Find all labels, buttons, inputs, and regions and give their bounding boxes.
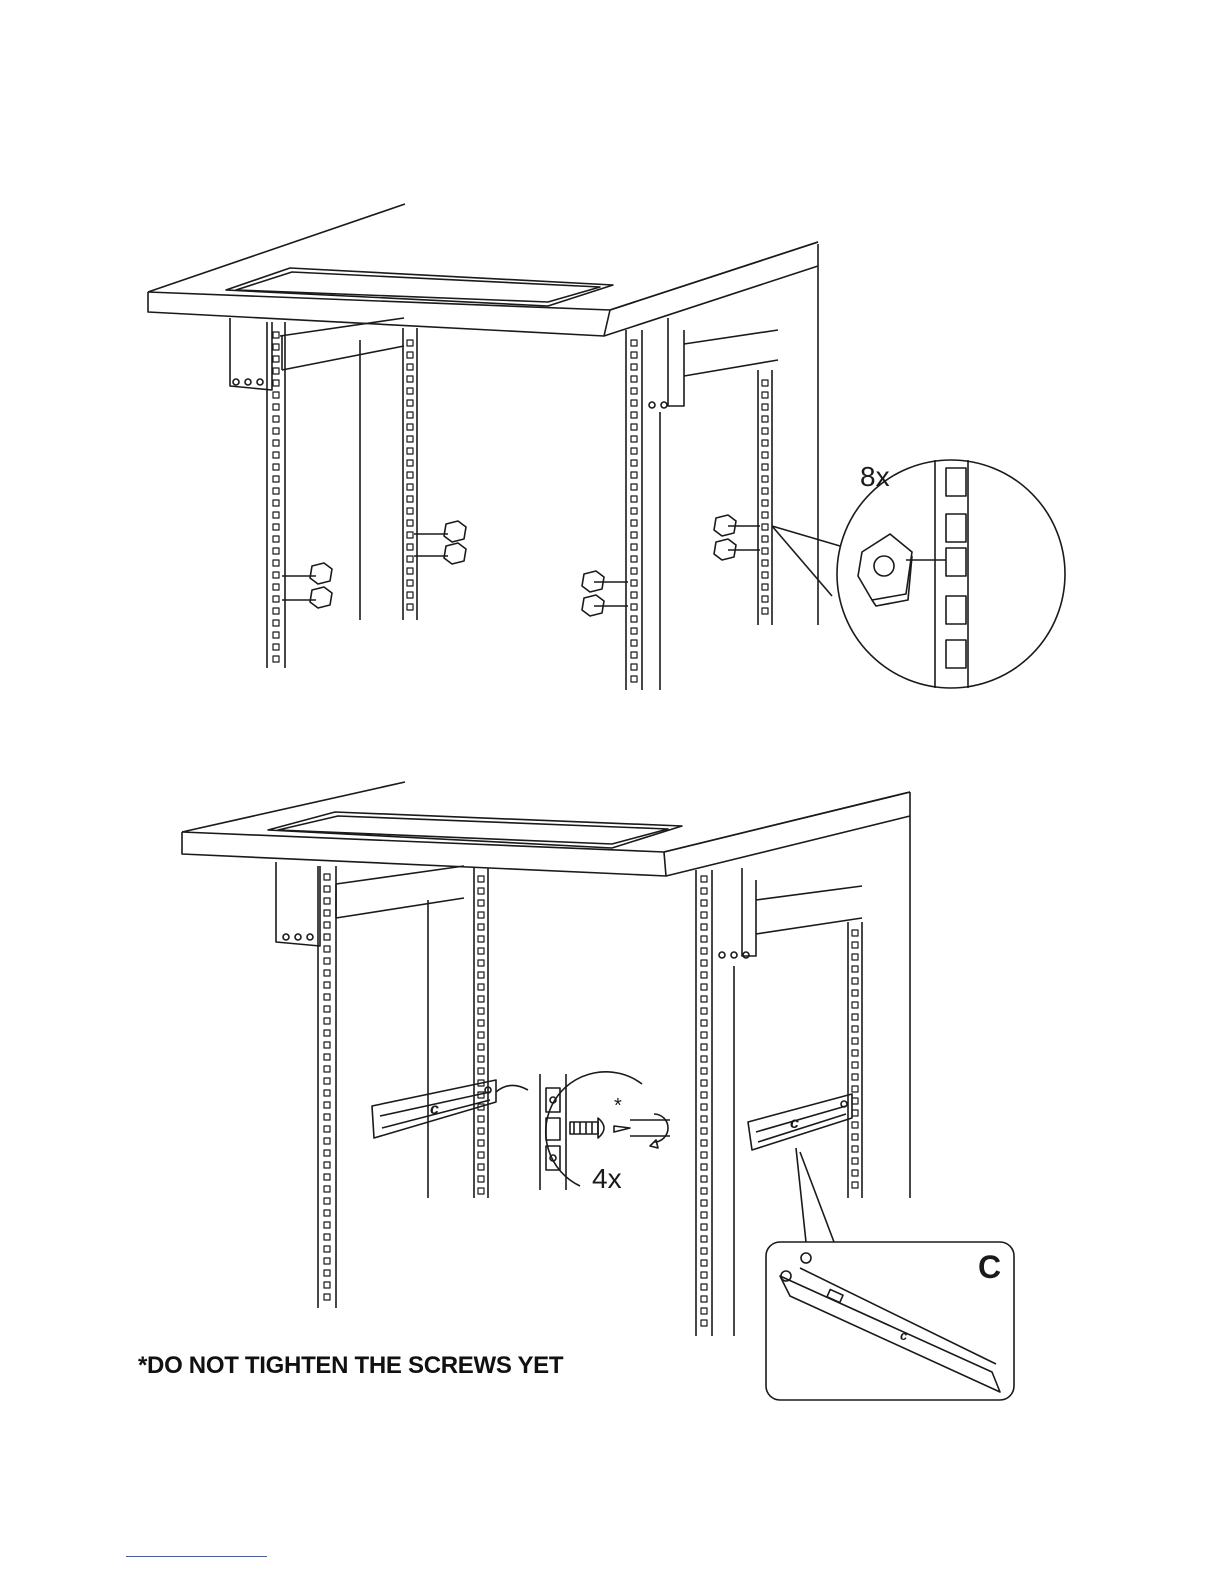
rail-slot [324, 1054, 330, 1060]
rail-slot [631, 460, 637, 466]
rail-slot [478, 1188, 484, 1194]
rail-slot [273, 356, 279, 362]
rail-slot [273, 488, 279, 494]
rail-slot [701, 1308, 707, 1314]
rail-slot [852, 1134, 858, 1140]
rail-slot [762, 464, 768, 470]
rail-slot [478, 1176, 484, 1182]
rail-slot [631, 652, 637, 658]
rail-slot [324, 886, 330, 892]
rail-slot [273, 656, 279, 662]
rail-slot [407, 412, 413, 418]
rail-slot [852, 1182, 858, 1188]
rail-slot [631, 508, 637, 514]
rail-slot [852, 1014, 858, 1020]
rail-slot [701, 1044, 707, 1050]
rail-letter-left: c [430, 1101, 439, 1118]
rail-slot [701, 972, 707, 978]
rail-slot [273, 500, 279, 506]
step-1-cage-nut-diagram [148, 204, 1065, 690]
rail-slot [324, 1294, 330, 1300]
rail-slot [478, 1164, 484, 1170]
rail-slot [324, 970, 330, 976]
rail-slot [478, 1056, 484, 1062]
rail-slot [273, 536, 279, 542]
rail-slot [324, 922, 330, 928]
rail-slot [407, 580, 413, 586]
rail-slot [407, 448, 413, 454]
rail-slot [324, 934, 330, 940]
rail-slot [852, 990, 858, 996]
rail-slot [701, 1284, 707, 1290]
rail-slot [852, 1050, 858, 1056]
rail-slot [478, 912, 484, 918]
rail-slot [701, 924, 707, 930]
rail-slot [407, 604, 413, 610]
rail-slot [852, 930, 858, 936]
rail-slot [631, 640, 637, 646]
rail-slot [701, 1152, 707, 1158]
rail-slot [852, 966, 858, 972]
rail-slot [407, 544, 413, 550]
rail-slot [762, 548, 768, 554]
warning-note: *DO NOT TIGHTEN THE SCREWS YET [138, 1352, 564, 1379]
rail-slot [762, 572, 768, 578]
rail-slot [324, 1102, 330, 1108]
rail-slot [273, 644, 279, 650]
rail-slot [631, 412, 637, 418]
rail-slot [407, 436, 413, 442]
rail-slot [701, 1020, 707, 1026]
rail-slot [324, 1186, 330, 1192]
rail-slot [324, 982, 330, 988]
rail-slot [852, 954, 858, 960]
rail-slot [762, 452, 768, 458]
rail-slot [273, 428, 279, 434]
rail-slot [701, 1176, 707, 1182]
rail-slot [273, 332, 279, 338]
rail-slot [852, 1122, 858, 1128]
rail-slot [762, 524, 768, 530]
rail-slot [273, 572, 279, 578]
rail-slot [273, 380, 279, 386]
rail-slot [478, 996, 484, 1002]
rail-slot [631, 424, 637, 430]
rail-slot [631, 484, 637, 490]
rail-slot [324, 958, 330, 964]
rail-slot [852, 1170, 858, 1176]
rail-slot [762, 596, 768, 602]
rail-slot [762, 500, 768, 506]
rail-slot [478, 924, 484, 930]
step-1-count-label: 8x [860, 461, 890, 492]
rail-slot [701, 1032, 707, 1038]
rail-slot [478, 1068, 484, 1074]
rail-slot [852, 1038, 858, 1044]
rail-slot [407, 352, 413, 358]
part-c-rail-letter: c [900, 1328, 908, 1343]
rail-slot [701, 1188, 707, 1194]
rail-slot [478, 1008, 484, 1014]
rail-slot [701, 936, 707, 942]
rail-slot [407, 472, 413, 478]
rail-slot [324, 1090, 330, 1096]
cage-nut-group [282, 515, 760, 616]
rail-slot [407, 364, 413, 370]
rail-slot [762, 404, 768, 410]
rail-slot [701, 1080, 707, 1086]
rail-slot [478, 984, 484, 990]
rail-slot [631, 388, 637, 394]
rail-slot [701, 1092, 707, 1098]
rail-slot [701, 984, 707, 990]
rail-slot [631, 340, 637, 346]
rail-slot [273, 620, 279, 626]
rail-slot [324, 1006, 330, 1012]
rail-slot [273, 464, 279, 470]
rail-slot [852, 942, 858, 948]
rail-slot [631, 544, 637, 550]
rail-slot [478, 900, 484, 906]
rail-slot [701, 1140, 707, 1146]
rail-slot [631, 664, 637, 670]
rail-slot [631, 400, 637, 406]
rail-slot [762, 416, 768, 422]
rail-slot [631, 376, 637, 382]
rail-slot [701, 888, 707, 894]
rail-slot [407, 568, 413, 574]
rail-slot [762, 392, 768, 398]
rail-slot [701, 1200, 707, 1206]
rail-slot [324, 1030, 330, 1036]
rail-slot [478, 876, 484, 882]
rail-slot [273, 452, 279, 458]
rail-slot [762, 560, 768, 566]
rail-slot [631, 436, 637, 442]
rail-slot [701, 1248, 707, 1254]
cage-nut-callout [772, 460, 1065, 688]
rail-slot [324, 1018, 330, 1024]
rail-slot [852, 1086, 858, 1092]
rail-slot [407, 556, 413, 562]
rail-slot [762, 440, 768, 446]
rail-slot [631, 532, 637, 538]
rail-slot [762, 608, 768, 614]
rail-slot [762, 488, 768, 494]
rail-slot [324, 898, 330, 904]
rail-slot [407, 592, 413, 598]
footer-divider [126, 1556, 267, 1557]
rail-slot [631, 448, 637, 454]
rail-slot [701, 1212, 707, 1218]
rail-slot [273, 512, 279, 518]
screw-asterisk: * [614, 1095, 622, 1117]
rail-slot [478, 1128, 484, 1134]
rail-slot [324, 1258, 330, 1264]
rail-slot [852, 1098, 858, 1104]
rail-slot [273, 584, 279, 590]
rail-slot [762, 584, 768, 590]
rail-slot [701, 1272, 707, 1278]
rail-letter-right: c [790, 1115, 799, 1132]
rail-slot [407, 496, 413, 502]
rail-slot [852, 1062, 858, 1068]
rail-slot [631, 604, 637, 610]
rail-slot [273, 548, 279, 554]
rail-slot [478, 1020, 484, 1026]
rail-slot [762, 536, 768, 542]
rail-slot [701, 1068, 707, 1074]
rail-slot [631, 352, 637, 358]
rail-slots [273, 332, 768, 682]
rail-slot [762, 512, 768, 518]
rail-slot [324, 1210, 330, 1216]
rail-slot [407, 532, 413, 538]
rail-slot [324, 1246, 330, 1252]
screw-callout [496, 1072, 670, 1190]
rail-slot [701, 1128, 707, 1134]
rail-c-right [748, 1094, 852, 1150]
rail-slot [324, 1162, 330, 1168]
rail-slot [324, 1066, 330, 1072]
rail-slot [852, 1146, 858, 1152]
part-c-inset [766, 1148, 1014, 1400]
rail-slot [273, 368, 279, 374]
step-2-count-label: 4x [592, 1163, 622, 1194]
step-2-rail-diagram [182, 782, 1014, 1400]
rail-slot [701, 876, 707, 882]
rail-slot [762, 476, 768, 482]
rail-slot [273, 344, 279, 350]
rail-slot [273, 392, 279, 398]
rail-slot [478, 1152, 484, 1158]
rail-slot [273, 440, 279, 446]
rail-slot [631, 520, 637, 526]
rail-slot [324, 1174, 330, 1180]
rail-slot [631, 676, 637, 682]
rail-slot [478, 1140, 484, 1146]
rail-slot [631, 628, 637, 634]
rail-slot [324, 1282, 330, 1288]
rail-slot [273, 416, 279, 422]
rail-slot [701, 1260, 707, 1266]
rail-slot [478, 936, 484, 942]
rail-slot [324, 910, 330, 916]
rail-slot [701, 996, 707, 1002]
rail-slot [324, 1234, 330, 1240]
rail-slot [701, 948, 707, 954]
rail-slot [478, 1116, 484, 1122]
rail-slot [273, 596, 279, 602]
rail-slot [324, 1270, 330, 1276]
rail-slot [701, 960, 707, 966]
rail-slot [324, 1078, 330, 1084]
rail-slot [273, 404, 279, 410]
rail-slot [273, 632, 279, 638]
rail-slot [407, 484, 413, 490]
rail-slot [701, 900, 707, 906]
rail-slot [273, 476, 279, 482]
rail-slot [478, 960, 484, 966]
rail-slot [407, 400, 413, 406]
rail-slot [631, 580, 637, 586]
rail-slot [324, 1150, 330, 1156]
rail-slot [407, 520, 413, 526]
rail-slot [701, 1224, 707, 1230]
rail-slot [324, 1042, 330, 1048]
rail-slot [631, 616, 637, 622]
rail-slot [324, 1114, 330, 1120]
rail-slot [324, 946, 330, 952]
rail-slot [701, 912, 707, 918]
rail-slot [701, 1236, 707, 1242]
rail-slot [324, 874, 330, 880]
rail-slot [324, 994, 330, 1000]
rail-slot [701, 1116, 707, 1122]
rail-slot [631, 592, 637, 598]
rail-slot [852, 1074, 858, 1080]
rail-slot [478, 1044, 484, 1050]
rail-slot [852, 1002, 858, 1008]
rail-slot [324, 1198, 330, 1204]
rail-slot [762, 428, 768, 434]
rail-slot [407, 388, 413, 394]
rail-slot [701, 1164, 707, 1170]
rail-slot [701, 1296, 707, 1302]
rail-slot [407, 376, 413, 382]
rail-slot [324, 1222, 330, 1228]
rail-slot [631, 364, 637, 370]
rail-slot [631, 568, 637, 574]
part-c-label: C [978, 1249, 1002, 1285]
rail-slot [852, 1158, 858, 1164]
rail-slot [273, 560, 279, 566]
rail-slot [478, 972, 484, 978]
rail-slot [478, 948, 484, 954]
rail-slot [701, 1008, 707, 1014]
rail-slot [407, 508, 413, 514]
rail-slot [701, 1104, 707, 1110]
rail-slot [273, 608, 279, 614]
rail-slot [631, 556, 637, 562]
rail-slot [407, 340, 413, 346]
rail-slot [273, 524, 279, 530]
rail-slot [852, 978, 858, 984]
rail-slot [407, 424, 413, 430]
rail-slot [324, 1126, 330, 1132]
rail-slot [701, 1056, 707, 1062]
rail-slot [631, 472, 637, 478]
rail-slot [701, 1320, 707, 1326]
rail-slot [631, 496, 637, 502]
rail-slot [478, 888, 484, 894]
rail-slot [324, 1138, 330, 1144]
rail-slot [852, 1026, 858, 1032]
rail-slot [762, 380, 768, 386]
rail-slot [852, 1110, 858, 1116]
rail-slot [478, 1032, 484, 1038]
rail-slot [407, 460, 413, 466]
